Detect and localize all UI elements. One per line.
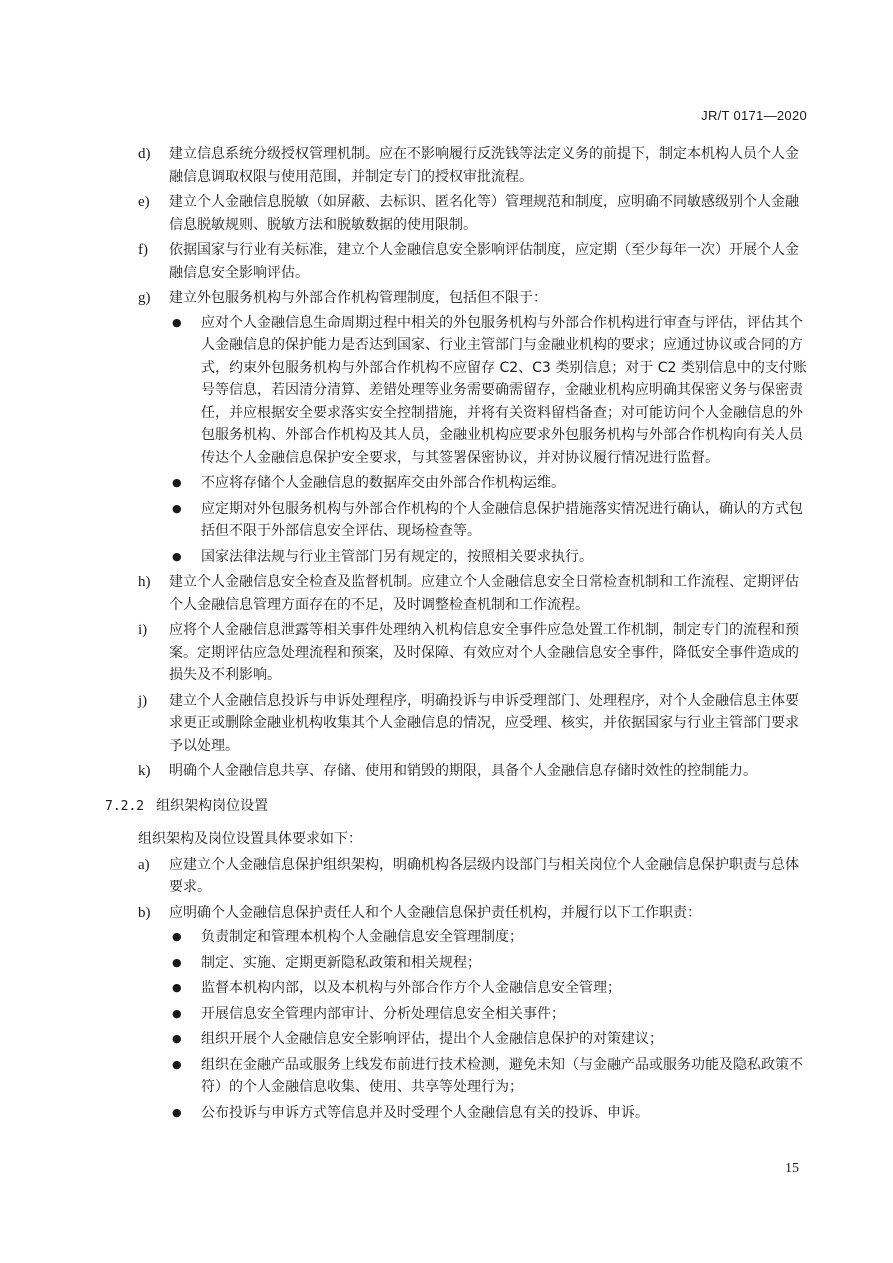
list-item-text: 应明确个人金融信息保护责任人和个人金融信息保护责任机构，并履行以下工作职责：: [169, 904, 701, 921]
bullet-item: [169, 312, 810, 470]
bullet-dot-icon: ●: [172, 981, 182, 994]
bullet-dot-icon: ●: [172, 476, 182, 489]
section-number: 7.2.2: [105, 798, 145, 814]
list-item: [105, 191, 810, 236]
list-item-marker: e): [138, 194, 150, 210]
bullet-item: [169, 1102, 810, 1125]
section-title: 组织架构岗位设置: [156, 797, 269, 814]
list-item-marker: d): [138, 146, 151, 162]
list-item-marker: h): [138, 574, 151, 590]
bullet-text: 不应将存储个人金融信息的数据库交由外部合作机构运维。: [201, 475, 565, 491]
bullet-dot-icon: ●: [172, 1032, 182, 1045]
list-item: [105, 571, 810, 616]
bullet-dot-icon: ●: [172, 501, 182, 515]
list-item-marker: f): [138, 242, 148, 258]
list-item-marker: i): [138, 622, 148, 638]
list-item-text: 建立外包服务机构与外部合作机构管理制度，包括但不限于：: [169, 290, 547, 306]
bullet-item: [169, 926, 810, 949]
bullet-text: 开展信息安全管理内部审计、分析处理信息安全相关事件；: [201, 1005, 565, 1022]
list-item: [105, 619, 810, 687]
list-item: [105, 760, 810, 783]
requirements-list-a: [105, 143, 810, 783]
list-item: [105, 287, 810, 568]
bullet-text: 国家法律法规与行业主管部门另有规定的，按照相关要求执行。: [201, 548, 593, 565]
bullet-text: 应对个人金融信息生命周期过程中相关的外包服务机构与外部合作机构进行审查与评估，评估其个人金融信息的保护能力是否达到国家、行业主管部门与金融业机构的要求；应通过协议或合同的方式，约束外包服务机构与外部合作机构不应留存 C2、C3 类别信息；对于 C2 类别信息中的支付账号等信息，若因清分清算、差错处理等业务需要确需留存，金融业机构应明确其保密义务与保密责任，并应根据安全要求落实安全控制措施，并将有关资料留档备查；对可能访问个人金融信息的外包服务机构、外部合作机构及其人员，金融业机构应要求外包服务机构与外部合作机构向有关人员传达个人金融信息保护安全要求，与其签署保密协议，并对协议履行情况进行监督。: [201, 314, 807, 466]
list-item: [105, 690, 810, 758]
bullet-text: 应定期对外包服务机构与外部合作机构的个人金融信息保护措施落实情况进行确认，确认的方式包括但不限于外部信息安全评估、现场检查等。: [201, 500, 803, 539]
bullet-item: [169, 472, 810, 495]
section-heading: [105, 795, 810, 819]
bullet-item: [169, 498, 810, 543]
bullet-dot-icon: ●: [172, 1057, 182, 1071]
bullet-text: 制定、实施、定期更新隐私政策和相关规程；: [201, 954, 481, 971]
page-content: [105, 143, 810, 1127]
list-item-text: 建立信息系统分级授权管理机制。应在不影响履行反洗钱等法定义务的前提下，制定本机构人员个人金融信息调取权限与使用范围，并制定专门的授权审批流程。: [169, 146, 799, 185]
list-item: [105, 239, 810, 284]
bullet-dot-icon: ●: [172, 315, 182, 329]
bullet-item: [169, 1028, 810, 1051]
standard-code: JR/T 0171—2020: [701, 108, 807, 123]
bullet-dot-icon: ●: [172, 1105, 182, 1119]
bullet-list: [169, 926, 810, 1124]
list-item-marker: g): [138, 290, 151, 306]
requirements-list-b: [105, 854, 810, 1125]
list-item-text: 应将个人金融信息泄露等相关事件处理纳入机构信息安全事件应急处置工作机制，制定专门的流程和预案。定期评估应急处理流程和预案，及时保障、有效应对个人金融信息安全事件，降低安全事件造成的损失及不利影响。: [169, 622, 799, 683]
list-item-text: 明确个人金融信息共享、存储、使用和销毁的期限，具备个人金融信息存储时效性的控制能力。: [169, 763, 757, 779]
bullet-item: [169, 1003, 810, 1026]
bullet-item: [169, 977, 810, 1000]
list-item-marker: k): [138, 763, 151, 779]
bullet-dot-icon: ●: [172, 1006, 182, 1020]
bullet-list: [169, 312, 810, 569]
list-item-marker: a): [138, 856, 150, 873]
list-item-text: 应建立个人金融信息保护组织架构，明确机构各层级内设部门与相关岗位个人金融信息保护职责与总体要求。: [169, 856, 799, 895]
bullet-dot-icon: ●: [172, 955, 182, 969]
bullet-text: 负责制定和管理本机构个人金融信息安全管理制度；: [201, 929, 523, 945]
list-item: [105, 902, 810, 1125]
bullet-text: 组织在金融产品或服务上线发布前进行技术检测，避免未知（与金融产品或服务功能及隐私政策不符）的个人金融信息收集、使用、共享等处理行为；: [201, 1056, 803, 1095]
bullet-item: [169, 546, 810, 569]
list-item-text: 建立个人金融信息投诉与申诉处理程序，明确投诉与申诉受理部门、处理程序，对个人金融信息主体要求更正或删除金融业机构收集其个人金融信息的情况，应受理、核实，并依据国家与行业主管部门要求予以处理。: [169, 692, 799, 754]
bullet-text: 监督本机构内部，以及本机构与外部合作方个人金融信息安全管理；: [201, 980, 621, 996]
list-item-text: 建立个人金融信息安全检查及监督机制。应建立个人金融信息安全日常检查机制和工作流程、定期评估个人金融信息管理方面存在的不足，及时调整检查机制和工作流程。: [169, 574, 799, 613]
list-item-text: 依据国家与行业有关标准，建立个人金融信息安全影响评估制度，应定期（至少每年一次）开展个人金融信息安全影响评估。: [169, 242, 799, 281]
section-intro: 组织架构及岗位设置具体要求如下：: [138, 831, 362, 847]
list-item-text: 建立个人金融信息脱敏（如屏蔽、去标识、匿名化等）管理规范和制度，应明确不同敏感级别个人金融信息脱敏规则、脱敏方法和脱敏数据的使用限制。: [169, 194, 799, 233]
list-item: [105, 143, 810, 188]
bullet-text: 组织开展个人金融信息安全影响评估，提出个人金融信息保护的对策建议；: [201, 1031, 663, 1047]
list-item: [105, 854, 810, 899]
page-number: 15: [785, 1161, 799, 1176]
list-item-marker: j): [138, 692, 148, 709]
bullet-item: [169, 952, 810, 975]
bullet-text: 公布投诉与申诉方式等信息并及时受理个人金融信息有关的投诉、申诉。: [201, 1104, 649, 1121]
bullet-dot-icon: ●: [172, 549, 182, 563]
bullet-item: [169, 1054, 810, 1099]
bullet-dot-icon: ●: [172, 930, 182, 943]
list-item-marker: b): [138, 904, 151, 921]
